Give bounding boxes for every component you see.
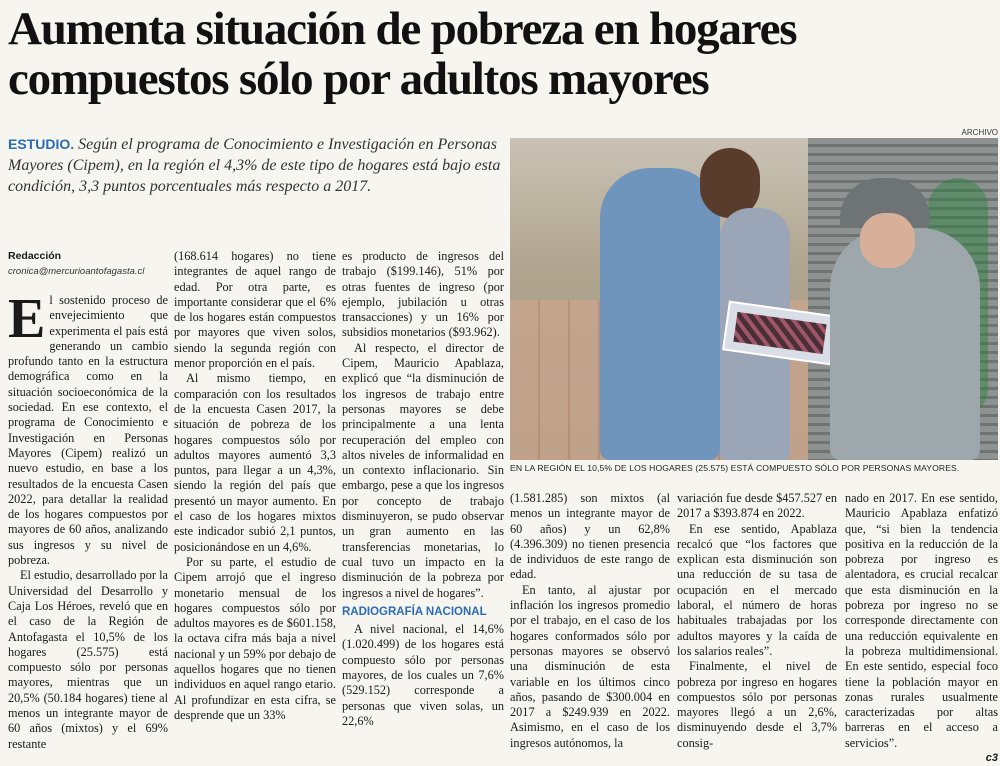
lead-text: Según el programa de Conocimiento e Investigación en Personas Mayores (Cipem), en la región el 4,3% de este tipo de hogares está bajo esta condición, 3,3 puntos porcentuales más respecto a 2017.	[8, 136, 501, 195]
column-2	[174, 249, 336, 723]
photo-caption: EN LA REGIÓN EL 10,5% DE LOS HOGARES (25.575) ESTÁ COMPUESTO SÓLO POR PERSONAS MAYORES.	[510, 463, 960, 473]
subheading: RADIOGRAFÍA NACIONAL	[342, 605, 487, 618]
paragraph	[8, 288, 168, 568]
lead-paragraph	[8, 134, 503, 197]
paragraph: El estudio, desarrollado por la Universidad del Desarrollo y Caja Los Héroes, reveló que en el caso de la Región de Antofagasta el 10,5% de los hogares (25.575) está compuesto sólo por personas mayores, mientras que un 20,5% (50.184 hogares) tiene al menos un integrante mayor de 60 años (mixtos) y el 69% restante	[8, 568, 168, 751]
byline	[8, 249, 168, 279]
paragraph: variación fue desde $457.527 en 2017 a $393.874 en 2022.	[677, 491, 837, 521]
paragraph: (168.614 hogares) no tiene integrantes de aquel rango de edad. Por otra parte, es importante considerar que el 6% de los hogares están compuestos por mayores que viven solos, siendo la segunda región con menor proporción en el país.	[174, 249, 336, 371]
paragraph: nado en 2017. En ese sentido, Mauricio Apablaza enfatizó que, “si bien la tendencia positiva en la reducción de la pobreza por ingreso es alentadora, es crucial recalcar que esta disminución en la pobreza por ingreso no se corresponde directamente con una reducción equivalente en la pobreza multidimensional. En este sentido, especial foco tiene la población mayor en zonas rurales usualmente caracterizadas por altas barreras en el acceso a servicios”.	[845, 491, 998, 750]
lead-tag: ESTUDIO.	[8, 136, 75, 152]
headline: Aumenta situación de pobreza en hogares compuestos sólo por adultos mayores	[8, 3, 797, 105]
paragraph: Por su parte, el estudio de Cipem arrojó que el ingreso monetario mensual de los hogares compuestos sólo por adultos mayores es de $601.158, la octava cifra más baja a nivel nacional y un 59% por debajo de aquellos hogares que no tienen individuos en aquel rango etario. Al profundizar en esta cifra, se desprende que un 33%	[174, 554, 336, 722]
byline-name: Redacción	[8, 250, 62, 262]
paragraph: A nivel nacional, el 14,6% (1.020.499) de los hogares está compuesto sólo por personas mayores, de los cuales un 7,6% (529.152) corresponde a personas que viven solas, un 22,6%	[342, 622, 504, 728]
column-6	[845, 491, 998, 766]
column-5	[677, 491, 837, 751]
photo-face	[860, 213, 915, 268]
column-1	[8, 288, 168, 752]
end-mark: c3	[985, 752, 998, 765]
photo-woman-denim	[600, 168, 720, 460]
column-3	[342, 249, 504, 729]
paragraph: (1.581.285) son mixtos (al menos un integrante mayor de 60 años) y un 62,8% (4.396.309) no tienen presencia de individuos de este rango de edad.	[510, 491, 670, 582]
paragraph: Al respecto, el director de Cipem, Mauricio Apablaza, explicó que “la disminución de los ingresos de trabajo entre personas mayores se debe principalmente a una lenta recuperación del empleo con altos niveles de informalidad en un contexto inflacionario. Sin embargo, pese a que los ingresos por concepto de trabajo disminuyeron, se pudo observar un gran aumento en las transferencias monetarias, lo cual tuvo un impacto en la disminución de la pobreza por ingresos a nivel de hogares”.	[342, 340, 504, 600]
drop-cap: E	[8, 288, 46, 350]
paragraph: es producto de ingresos del trabajo ($199.146), 51% por otras fuentes de ingreso (por ejemplo, jubilación u otras transacciones) y un 16% por subsidios monetarios ($93.962).	[342, 249, 504, 340]
article-photo	[510, 138, 998, 460]
paragraph-text: l sostenido proceso de envejecimiento que experimenta el país está generando un cambio profundo tanto en la estructura demográfica como en la situación socioeconómica de la sociedad. En ese contexto, el programa de Conocimiento e Investigación en Personas Mayores (Cipem) realizó un nuevo estudio, en base a los resultados de la encuesta Casen 2022, para detallar la realidad de los hogares compuestos por mayores de 60 años, analizando sus ingresos y su nivel de pobreza.	[8, 293, 168, 568]
column-4	[510, 491, 670, 751]
paragraph: Finalmente, el nivel de pobreza por ingreso en hogares compuestos sólo por personas mayores llegó a un 2,6%, disminuyendo desde el 3,7% consig-	[677, 659, 837, 750]
paragraph: Al mismo tiempo, en comparación con los resultados de la encuesta Casen 2017, la situación de pobreza de los hogares compuestos sólo por adultos mayores aumentó 3,3 puntos, para llegar a un 4,3%, siendo la región del país que presentó un mayor aumento. En el caso de los hogares mixtos este indicador subió 2,1 puntos, posicionándose en un 4,6%.	[174, 371, 336, 554]
byline-email[interactable]: cronica@mercurioantofagasta.cl	[8, 266, 145, 277]
photo-credit: ARCHIVO	[961, 128, 998, 137]
paragraph: En tanto, al ajustar por inflación los ingresos promedio por el trabajo, en el caso de los hogares conformados sólo por personas mayores se observó una disminución de esta variable en los últimos cinco años, pasando de $300.004 en 2017 a $249.939 en 2022. Asimismo, en el caso de los ingresos autónomos, la	[510, 582, 670, 750]
paragraph: En ese sentido, Apablaza recalcó que “los factores que explican esta disminución son una reducción de su tasa de ocupación en el mercado laboral, el número de horas habituales trabajadas por los adultos mayores y la caída de los salarios reales”.	[677, 521, 837, 658]
